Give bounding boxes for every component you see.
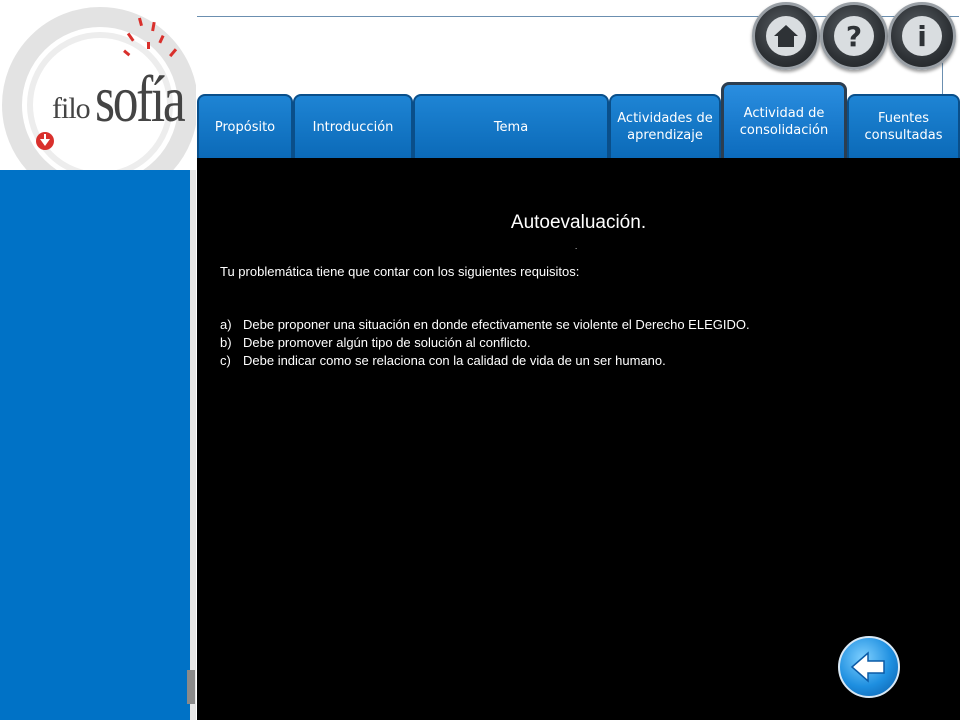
intro-text: Tu problemática tiene que contar con los siguientes requisitos:: [220, 264, 580, 279]
help-button[interactable]: [820, 2, 888, 70]
tab-proposito[interactable]: Propósito: [197, 94, 293, 158]
list-marker: b): [220, 335, 232, 350]
title-dot: .: [575, 242, 578, 251]
content-panel: [197, 158, 960, 720]
list-item-text: Debe promover algún tipo de solución al conflicto.: [243, 335, 531, 350]
tab-bar: [197, 82, 960, 158]
list-item: [220, 316, 750, 334]
tab-fuentes-consultadas[interactable]: Fuentes consultadas: [847, 94, 960, 158]
list-item: [220, 352, 750, 370]
list-item-text: Debe indicar como se relaciona con la calidad de vida de un ser humano.: [243, 353, 666, 368]
logo: [0, 0, 196, 170]
tab-introduccion[interactable]: Introducción: [293, 94, 413, 158]
list-marker: c): [220, 353, 231, 368]
home-button[interactable]: [752, 2, 820, 70]
question-icon: ?: [834, 16, 874, 56]
logo-sofia-text: sofía: [95, 63, 184, 136]
sidebar: [0, 170, 190, 720]
back-button[interactable]: [838, 636, 900, 698]
sidebar-grip: [187, 670, 195, 704]
sidebar-divider: [190, 170, 196, 720]
list-item: [220, 334, 750, 352]
info-icon: i: [902, 16, 942, 56]
tab-tema[interactable]: Tema: [413, 94, 609, 158]
list-marker: a): [220, 317, 232, 332]
back-arrow-icon: [850, 650, 888, 684]
tab-actividad-consolidacion[interactable]: Actividad de consolidación: [721, 82, 847, 158]
requirements-list: [220, 316, 750, 370]
home-icon: [766, 16, 806, 56]
page-title: Autoevaluación.: [510, 212, 647, 233]
logo-filo-text: filo: [52, 92, 90, 125]
info-button[interactable]: [888, 2, 956, 70]
list-item-text: Debe proponer una situación en donde efectivamente se violente el Derecho ELEGIDO.: [243, 317, 750, 332]
tab-actividades-aprendizaje[interactable]: Actividades de aprendizaje: [609, 94, 721, 158]
